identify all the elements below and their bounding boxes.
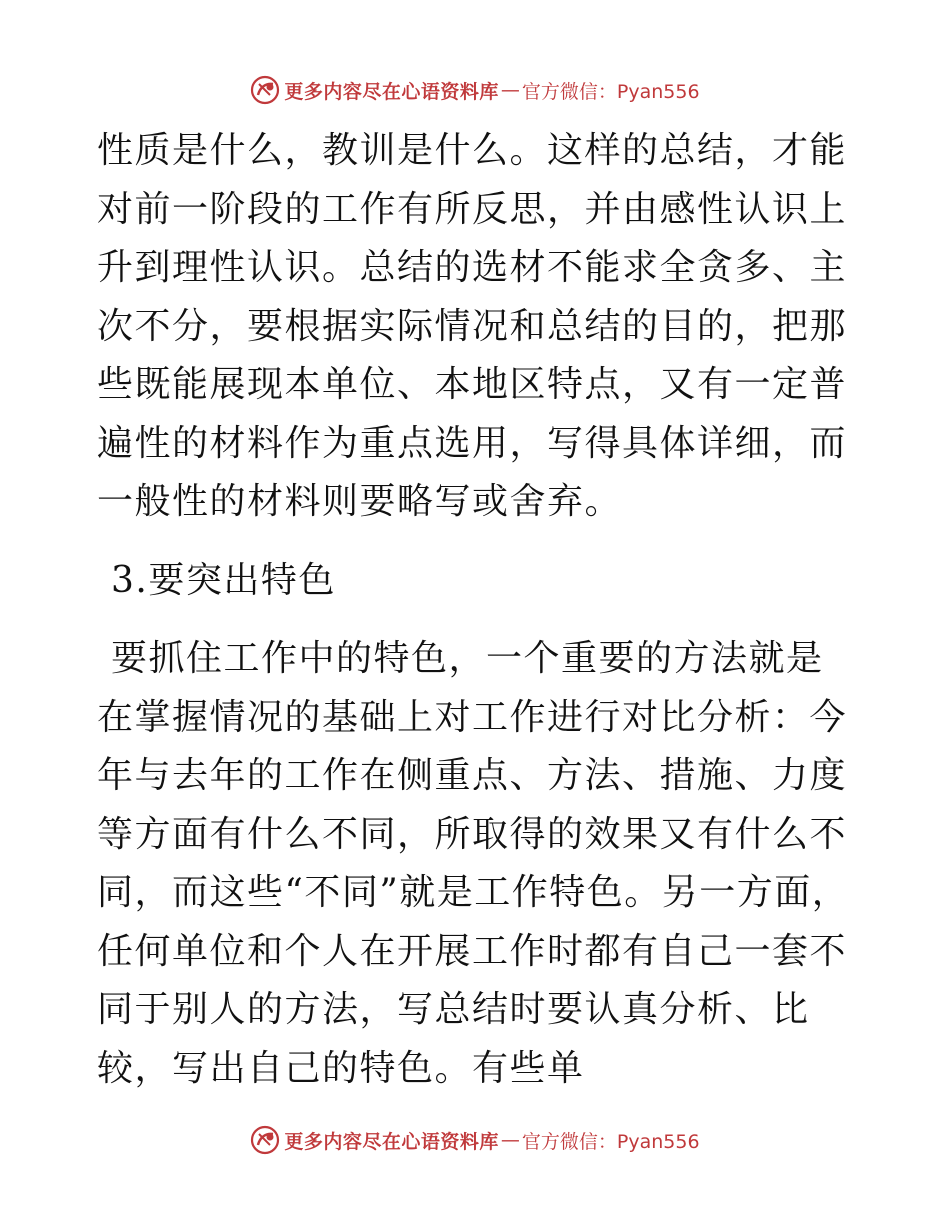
rose-logo-icon xyxy=(250,1125,280,1155)
paragraph-2: 要抓住工作中的特色，一个重要的方法就是在掌握情况的基础上对工作进行对比分析：今年与去年的工作在侧重点、方法、措施、力度等方面有什么不同，所取得的效果又有什么不同，而这些“不同”就是工作特色。另一方面，任何单位和个人在开展工作时都有自己一套不同于别人的方法，写总结时要认真分析、比较，写出自己的特色。有些单 xyxy=(97,638,850,1089)
header-banner xyxy=(0,70,950,110)
brand-text: 更多内容尽在心语资料库 xyxy=(284,1130,499,1153)
wechat-text: 官方微信：Pyan556 xyxy=(521,80,700,103)
document-body xyxy=(97,122,857,1098)
brand-text: 更多内容尽在心语资料库 xyxy=(284,80,499,103)
banner-separator: — xyxy=(500,1129,520,1151)
paragraph-1: 性质是什么，教训是什么。这样的总结，才能对前一阶段的工作有所反思，并由感性认识上升到理性认识。总结的选材不能求全贪多、主次不分，要根据实际情况和总结的目的，把那些既能展现本单位、本地区特点，又有一定普遍性的材料作为重点选用，写得具体详细，而一般性的材料则要略写或舍弃。 xyxy=(97,130,848,522)
section-heading-3: 3.要突出特色 xyxy=(111,559,336,601)
wechat-text: 官方微信：Pyan556 xyxy=(521,1130,700,1153)
footer-banner xyxy=(0,1120,950,1160)
rose-logo-icon xyxy=(250,75,280,105)
banner-separator: — xyxy=(500,79,520,101)
